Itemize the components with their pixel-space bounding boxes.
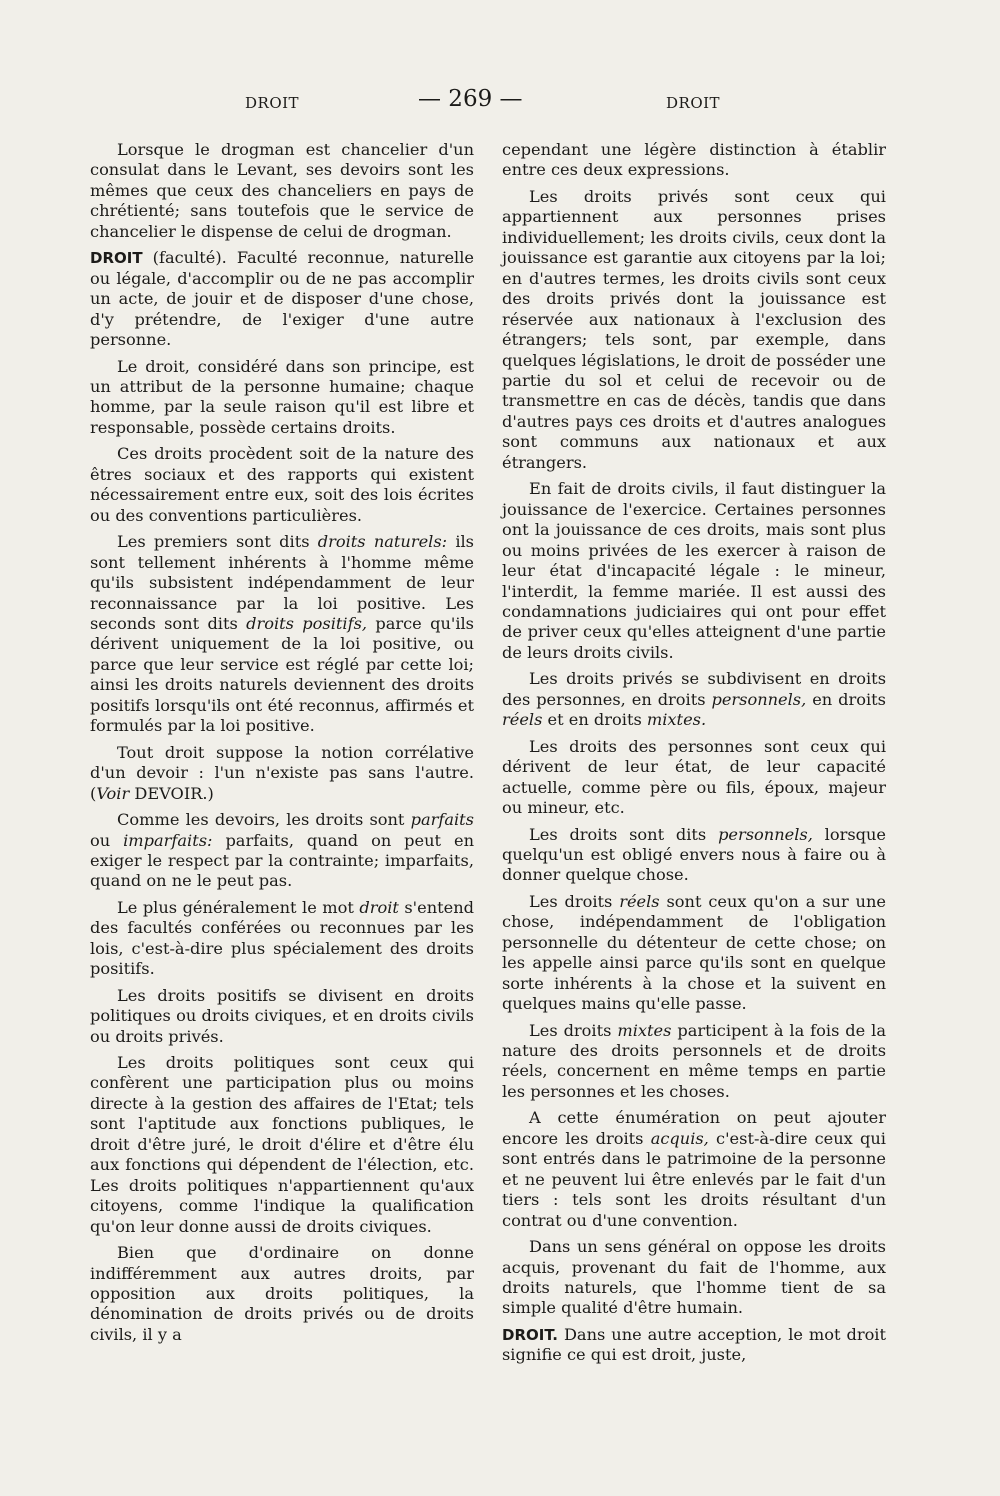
paragraph [502,669,886,730]
paragraph: Les droits politiques sont ceux qui confèrent une participation plus ou moins directe à la gestion des affaires de l'Etat; tels sont l'aptitude aux fonctions publiques, le droit d'être juré, le droit d'élire et d'être élu aux fonctions qui dépendent de l'élection, etc. Les droits politiques n'appartiennent qu'aux citoyens, comme l'indique la qualification qu'on leur donne aussi de droits civiques. [90,1053,474,1236]
paragraph [90,743,474,804]
paragraph: Ces droits procèdent soit de la nature des êtres sociaux et des rapports qui existent nécessairement entre eux, soit des lois écrites ou des conventions particulières. [90,444,474,525]
paragraph: Bien que d'ordinaire on donne indifféremment aux autres droits, par opposition aux droits politiques, la dénomination de droits privés ou de droits civils, il y a [90,1243,474,1344]
text-run: et en droits [542,710,647,730]
text-run: parfaits, quand on peut en exiger le respect par la contrainte; imparfaits, quand on ne le peut pas. [90,830,475,891]
italic-term: acquis, [650,1128,709,1148]
italic-term: mixtes [617,1020,672,1040]
paragraph: Dans un sens général on oppose les droits acquis, provenant du fait de l'homme, aux droits naturels, que l'homme tient de sa simple qualité d'être humain. [502,1237,886,1318]
entry-headword: DROIT [90,249,143,268]
italic-term: droit [359,897,399,917]
text-run: DEVOIR.) [129,783,214,803]
text-run: Tout droit suppose la notion corrélative d'un devoir : l'un n'existe pas sans l'autre. ( [90,742,474,803]
paragraph [90,810,474,892]
paragraph: Les droits positifs se divisent en droits politiques ou droits civiques, et en droits civils ou droits privés. [90,985,474,1046]
italic-term: Voir [96,783,130,803]
paragraph [502,825,886,886]
text-run: parce qu'ils dérivent uniquement de la loi positive, ou parce que leur service est réglé par cette loi; ainsi les droits naturels deviennent des droits positifs lorsqu'ils ont été reconnus, affirmés et formulés par la loi positive. [90,613,474,736]
text-run: ils sont tellement inhérents à l'homme même qu'ils subsistent indépendamment de leur reconnaissance par la loi positive. Les seconds sont dits [90,532,474,633]
left-column [90,140,474,1345]
entry-headword: DROIT. [502,1325,558,1344]
text-run: Les droits [529,891,620,911]
paragraph [90,532,474,737]
text-run: Les premiers sont dits [117,532,318,552]
text-run: s'entend des facultés conférées ou reconnues par les lois, c'est-à-dire plus spécialement des droits positifs. [90,897,475,979]
entry-droit-faculte [90,248,474,350]
right-column [502,140,886,1366]
text-run: A cette énumération on peut ajouter encore les droits [502,1108,886,1148]
text-run: participent à la fois de la nature des droits personnels et de droits réels, concernent en même temps en partie les personnes et les choses. [502,1020,886,1101]
paragraph: Les droits privés sont ceux qui appartiennent aux personnes prises individuellement; les droits civils, ceux dont la jouissance est garantie aux citoyens par la loi; en d'autres termes, les droits civils sont ceux des droits privés dont la jouissance est réservée aux nationaux à l'exclusion des étrangers; tels sont, par exemple, dans quelques législations, le droit de posséder une partie du sol et celui de recevoir ou de transmettre en cas de décès, tandis que dans d'autres pays ces droits et d'autres analogues sont communs aux nationaux et aux étrangers. [502,186,886,472]
text-run: Le plus généralement le mot [117,897,360,917]
text-run: en droits [806,689,886,709]
italic-term: réels [619,891,660,911]
text-run: lorsque quelqu'un est obligé envers nous à faire ou à donner quelque chose. [502,824,887,885]
entry-text: (faculté). Faculté reconnue, naturelle ou légale, d'accomplir ou de ne pas accomplir un acte, de jouir et de disposer d'une chose, d'y prétendre, de l'exiger d'une autre personne. [90,248,474,350]
text-run: Les droits [529,1020,618,1040]
italic-term: personnels, [718,824,813,844]
italic-term: imparfaits: [123,830,213,850]
paragraph: cependant une légère distinction à établir entre ces deux expressions. [502,140,886,180]
running-header [0,88,1000,118]
paragraph: Lorsque le drogman est chancelier d'un consulat dans le Levant, ses devoirs sont les mêmes que ceux des chanceliers en pays de chrétienté; sans toutefois que le service de chancelier le dispense de celui de drogman. [90,140,474,241]
paragraph: En fait de droits civils, il faut distinguer la jouissance de l'exercice. Certaines personnes ont la jouissance de ces droits, mais sont plus ou moins privées de les exercer à raison de leur état d'incapacité légale : le mineur, l'interdit, la femme mariée. Il est aussi des condamnations judiciaires qui ont pour effet de priver ceux qu'elles atteignent d'une partie de leurs droits civils. [502,479,886,662]
entry-droit-juste [502,1325,886,1366]
text-run: sont ceux qu'on a sur une chose, indépendamment de l'obligation personnelle du détenteur de cette chose; on les appelle ainsi parce qu'ils sont en quelque sorte inhérents à la chose et la suivent en quelques mains qu'elle passe. [502,891,886,1014]
text-run: Les droits sont dits [529,824,719,844]
paragraph [90,898,474,980]
paragraph: Le droit, considéré dans son principe, est un attribut de la personne humaine; chaque homme, par la seule raison qu'il est libre et responsable, possède certains droits. [90,356,474,437]
page-number: — 269 — [418,86,523,112]
header-left-title: DROIT [245,94,300,112]
italic-term: mixtes. [646,710,707,730]
italic-term: droits positifs, [246,613,368,633]
paragraph [502,1108,886,1231]
text-run: ou [90,830,124,850]
italic-term: droits naturels: [317,532,448,552]
italic-term: personnels, [711,689,807,709]
paragraph [502,892,886,1015]
text-run: Les droits privés se subdivisent en droits des personnes, en droits [502,669,886,709]
text-run: c'est-à-dire ceux qui sont entrés dans le patrimoine de la personne et ne peuvent lui être enlevés par le fait d'un tiers : tels sont les droits résultant d'un contrat ou d'une convention. [502,1128,886,1230]
italic-term: réels [502,710,543,730]
paragraph [502,1021,886,1103]
text-run: Comme les devoirs, les droits sont [117,810,411,830]
entry-text: Dans une autre acception, le mot droit signifie ce qui est droit, juste, [502,1324,886,1365]
header-right-title: DROIT [666,94,721,112]
italic-term: parfaits [410,810,474,830]
paragraph: Les droits des personnes sont ceux qui dérivent de leur état, de leur capacité actuelle, comme père ou fils, époux, majeur ou mineur, etc. [502,736,886,818]
